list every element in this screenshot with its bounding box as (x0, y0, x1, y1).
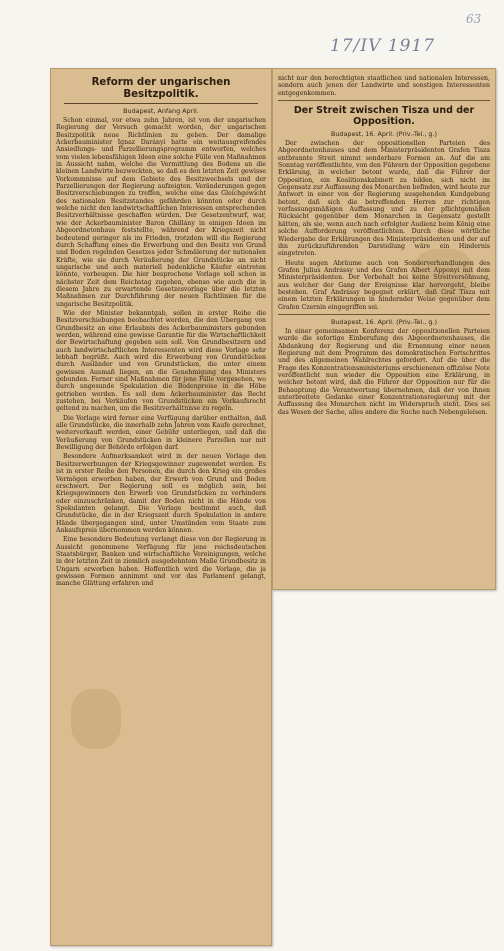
paper-stain (71, 689, 121, 749)
handwritten-date: 17/IV 1917 (330, 36, 436, 56)
right-top-continuation: nicht nur den berechtigten staatlichen und nationalen Interessen, sondern auch jenen der Landwirte und sonstigen Interessenten entgegenkommen. (278, 75, 490, 97)
right-paragraph: Heute sagen Abräume auch von Sonderverhandlungen des Grafen Julius Andrássy und des Grafen Albert Apponyi mit dem Ministerpräsidenten. Der Vorbehalt bei keine Streitversöhnung, aus welcher der Gang der Ereignisse klar hervorgeht, bleibe bestehen. Graf Andrássy begegnet erklärt, daß Graf Tisza mit einem letzten Erklärungen in hindernder Weise gegenüber dem Grafen Czernin eingegriffen sei. (278, 259, 490, 311)
handwritten-page-number: 63 (466, 12, 482, 26)
left-article-title: Reform der ungarischen Besitzpolitik. (91, 77, 231, 100)
left-paragraph: Wie der Minister bekanntgab, sollen in erster Reihe die Besitzverschiebungen beobachtet werden, die den Übergang von Grundbesitz an eine Erlaubnis des Ackerbauministers gebunden werden, während eine gewisse Garantie für die Wirtschaftlichkeit der Bewirtschaftung gegeben sein soll. Von Grundbesitzern und auch landwirtschaftlichen Interessenten wird diese Vorlage sehr lebhaft begrüßt. Auch wird die Erwerbung von Grundstücken durch Ausländer und von Grundstücken, die unter einem gewissen Ausmaß liegen, an die Genehmigung des Ministers gebunden. Ferner sind Maßnahmen für jene Fälle vorgesehen, wo durch ungesunde Spekulation die Bodenpreise in die Höhe getrieben werden. Es soll dem Ackerbauminister das Recht zustehen, bei Verkäufen von Grundstücken ein Vorkaufsrecht geltend zu machen, um die Besitzverhältnisse zu regeln. (56, 309, 266, 413)
paper-stain (171, 369, 241, 409)
left-paragraph: Schon einmal, vor etwa zehn Jahren, ist von der ungarischen Regierung der Versuch gemacht worden, der ungarischen Besitzpolitik neue Richtlinien zu geben. Der damalige Ackerbauminister Ignaz Darányi hatte ein weitausgreifendes Ansiedlungs- und Parzellierungsprogramm entworfen, welches vom vielen lebensfähigen Ideen eine solche Fülle von Maßnahmen in Aussicht nahm, welche die Vermittlung des Bodens an die kleinen Landwirte bezweckten, so daß es den letzten Zeit gewisse Vorkommnisse auf dem Gebiete des Besitzwechsels und der Parzellierungen der Regierung aufzeigten. Veränderungen gegen Besitzverschiebungen zu treffen, welche eine das Gleichgewicht des nationalen Besitzstandes gefährden könnten oder durch welche nicht den landwirtschaftlichen Interessen entsprechenden Besitzverhältnisse geschaffen würden. Der Gesetzentwurf, war, wie der Ackerbauminister Baron Ghillány in einigen Ideen im Abgeordnetenhaus feststellte, während der Kriegszeit nicht bedeutend geringer als im Frieden, trotzdem will die Regierung durch Schaffung eines die Erwerbung und den Besitz von Grund und Boden regelnden Gesetzes jeder Schmälerung der nationalen Kräfte, wie sie durch Veräußerung der Grundstücke an nicht ungarische und auch materiell bedenkliche Käufer eintreten könnte, vorbeugen. Die hier besprochene Vorlage soll schon in nächster Zeit dem Reichstag zugehen, ebenso wie auch die in diesem Jahre zu erwartende Gesetzesvorlage über die letzten Maßnahmen zur Durchführung der neuen Richtlinien für die ungarische Besitzpolitik. (56, 117, 266, 308)
section-divider (278, 314, 490, 315)
article-divider (278, 100, 490, 101)
right-paragraph: Der zwischen der oppositionellen Parteien des Abgeordnetenhauses und dem Ministerpräsidenten Grafen Tisza entbrannte Streit nimmt sonderbare Formen an. Auf die am Sonntag veröffentlichte, von den Führern der Opposition gegebene Erklärung, in welcher betont wurde, daß die Führer der Opposition, ein Koalitionskabinett zu bilden, sich nicht im Gegensatz zur Auffassung des Monarchen befinden, wird heute zur Antwort in einer von der Regierung ausgehenden Kundgebung betont, daß sich die betreffenden Herren zur richtigen verfassungsmäßigen Auffassung und zu der pflichtgemäßen Rücksicht gegenüber dem Monarchen in Gegensatz gestellt hätten, als sie, wenn auch nach erfolgter Audienz beim König eine solche Aufforderung veröffentlichten. Durch diese wörtliche Wiedergabe der Erklärungen des Ministerpräsidenten und der auf ihn zurückzuführenden Darstellung wäre ein Hindernis eingetreten. (278, 140, 490, 258)
right-newspaper-clipping (272, 68, 496, 590)
left-paragraph: Besondere Aufmerksamkeit wird in der neuen Vorlage den Besitzerwerbungen der Kriegsgewinner zugewendet werden. Es ist in erster Reihe den Personen, die durch den Krieg ein großes Vermögen erworben haben, der Erwerb von Grund und Boden erschwert. Der Regierung soll es möglich sein, bei Kriegsgewinnern den Erwerb von Grundstücken zu verhindern oder einzuschränken, damit der Boden nicht in die Hände von Spekulanten gelangt. Die Vorlage bestimmt auch, daß Grundstücke, die in der Kriegszeit durch Spekulation in andere Hände übergegangen sind, unter Umständen vom Staate zum Ankaufspreis übernommen werden können. (56, 453, 266, 534)
right-second-paragraph: In einer gemeinsamen Konferenz der oppositionellen Parteien wurde die sofortige Einberufung des Abgeordnetenhauses, die Abdankung der Regierung und die Ernennung einer neuen Regierung mit dem Programm des demokratischen Fortschrittes und des allgemeinen Wahlrechtes gefordert. Auf die über die Frage des Konzentrationsministeriums erschienenen offiziöse Note veröffentlicht nun wieder die Opposition eine Erklärung, in welcher betont wird, daß die Führer der Opposition nur für die Behauptung die Verantwortung übernehmen, daß der von ihnen unterbreitete Gedanke einer Konzentrationsregierung mit der Auffassung des Monarchen nicht im Widerspruch steht. Dies sei das Wesen der Sache, alles andere die Suche nach Nebengeleisen. (278, 327, 490, 416)
right-article-dateline: Budapest, 16. April. (Priv.-Tel., g.) (330, 130, 438, 139)
right-second-dateline: Budapest, 16. April. (Priv.-Tel., g.) (330, 317, 438, 326)
left-newspaper-clipping (50, 68, 272, 946)
left-paragraph: Eine besondere Bedeutung verlangt diese von der Regierung in Aussicht genommene Verfügung für jene reichsdeutschen Staatsbürger, Banken und wirtschaftliche Vereinigungen, welche in der letzten Zeit in ziemlich ausgedehntem Maße Grundbesitz in Ungarn erworben haben. Hoffentlich wird die Vorlage, die ja gewissen Formen annimmt und vor das Parlament gelangt, manche Glättung erfahren und (56, 536, 266, 588)
left-paragraph: Die Vorlage wird ferner eine Verfügung darüber enthalten, daß alle Grundstücke, die innerhalb zehn Jahren vom Kaufe gerechnet, weiterverkauft werden, einer Gebühr unterliegen, und daß die Veräußerung von Grundstücken in kleinere Parzellen nur mit Bewilligung der Behörde erfolgen darf. (56, 414, 266, 452)
right-article-title: Der Streit zwischen Tisza und der Opposition. (293, 105, 475, 128)
title-rule (64, 103, 258, 104)
left-article-dateline: Budapest, Anfang April. (123, 107, 199, 115)
paper-stain (413, 249, 473, 299)
